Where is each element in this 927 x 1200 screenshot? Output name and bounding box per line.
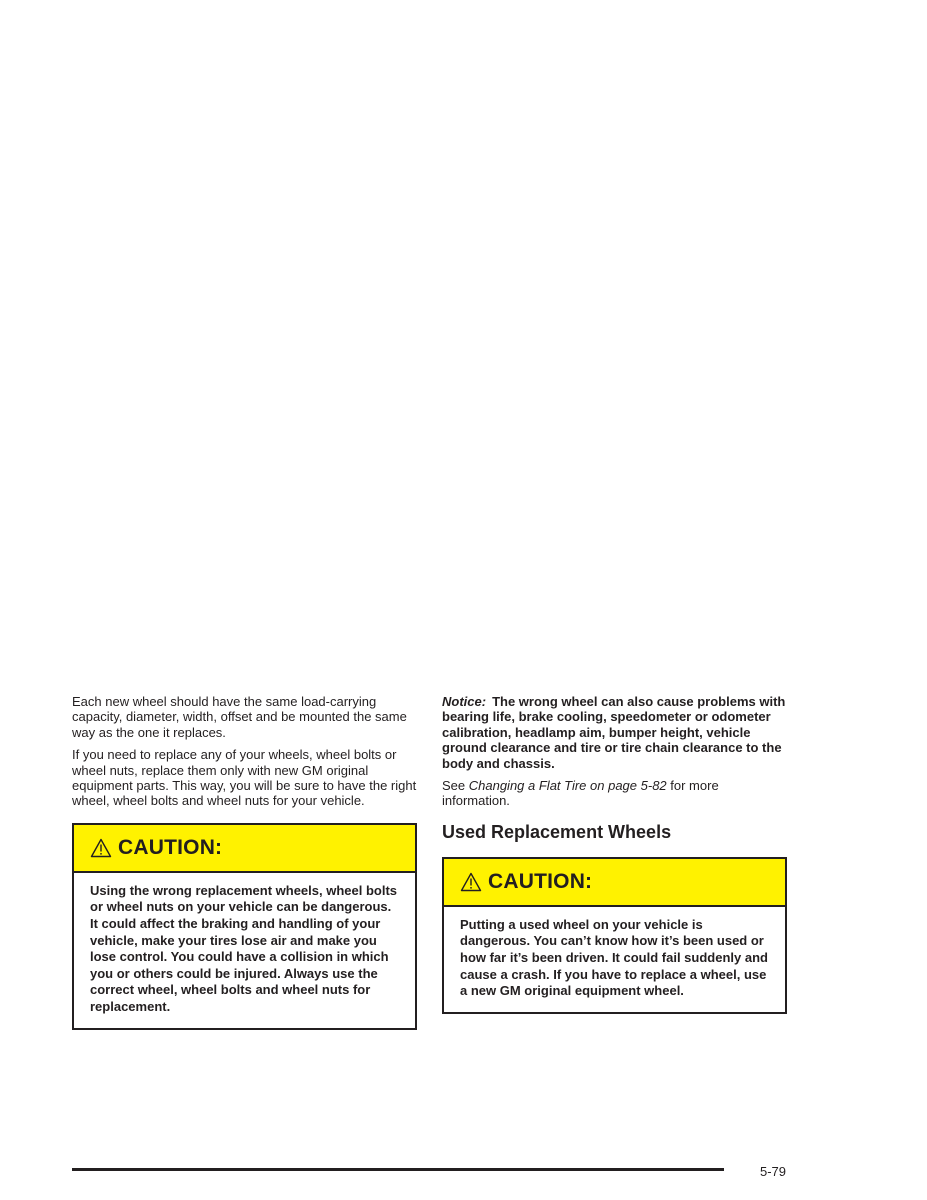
section-heading: Used Replacement Wheels [442,821,672,842]
notice-paragraph [442,694,787,771]
right-column [442,694,787,1014]
caution-title: CAUTION: [118,835,223,859]
caution-title: CAUTION: [488,869,593,893]
caution-header [444,859,785,907]
caution-box-used-wheels [442,857,787,1014]
caution-text: Putting a used wheel on your vehicle is dangerous. You can’t know how it’s been used or how far it’s been driven. It could fail suddenly and cause a crash. If you have to replace a wheel, use a new GM original equipment wheel. [460,916,768,999]
left-column [72,694,417,1030]
warning-triangle-icon [90,838,112,858]
notice-label: Notice: [442,694,487,709]
see-reference-paragraph [442,778,787,809]
page-number: 5-79 [760,1164,787,1179]
warning-triangle-icon [460,872,482,892]
footer-rule [72,1168,724,1171]
caution-text: Using the wrong replacement wheels, wheel bolts or wheel nuts on your vehicle can be dangerous. It could affect the braking and handling of your vehicle, make your tires lose air and make you lose control. You could have a collision in which you or others could be injured. Always use the correct wheel, wheel bolts and wheel nuts for replacement. [90,882,398,1014]
see-suffix: for more information. [442,778,719,809]
replacement-parts-paragraph: If you need to replace any of your wheels, wheel bolts or wheel nuts, replace them only with new GM original equipment parts. This way, you will be sure to have the right wheel, wheel bolts and wheel nuts for your vehicle. [72,747,417,809]
caution-header [74,825,415,873]
wheel-requirements-paragraph: Each new wheel should have the same load-carrying capacity, diameter, width, offset and be mounted the same way as the one it replaces. [72,694,407,740]
see-prefix: See [442,778,469,794]
cross-reference-link[interactable]: Changing a Flat Tire on page 5-82 [468,778,667,794]
caution-box-replacement-wheels [72,823,417,1030]
notice-text: The wrong wheel can also cause problems with bearing life, brake cooling, speedometer or odometer calibration, headlamp aim, bumper height, vehicle ground clearance and tire or tire chain clearance to the body and chassis. [442,694,786,771]
